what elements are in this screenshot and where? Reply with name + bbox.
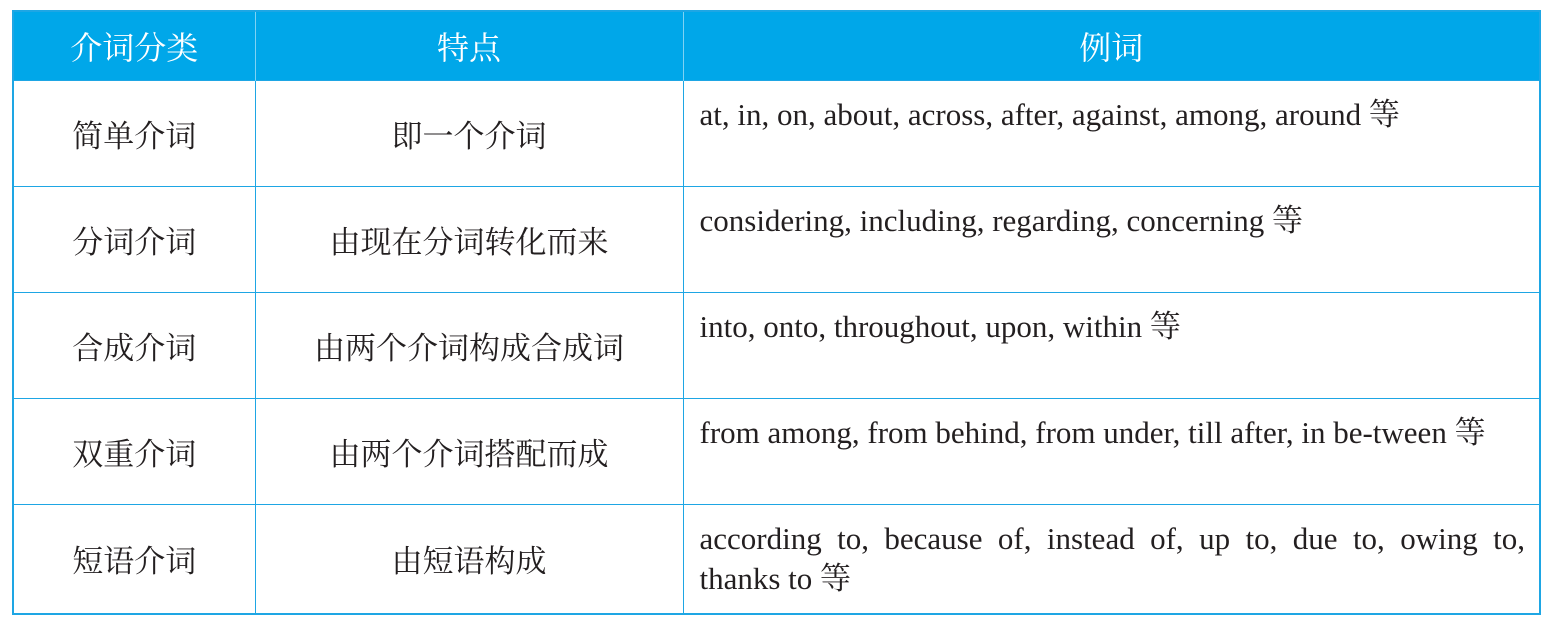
- table-row: [13, 187, 1540, 293]
- feature-cell: 即一个介词: [255, 81, 683, 187]
- header-category: 介词分类: [13, 11, 255, 81]
- examples-cell: from among, from behind, from under, till after, in be-tween 等: [683, 399, 1540, 505]
- table-row: [13, 293, 1540, 399]
- preposition-table: [12, 10, 1541, 615]
- table-row: [13, 81, 1540, 187]
- feature-cell: 由两个介词搭配而成: [255, 399, 683, 505]
- category-cell: 简单介词: [13, 81, 255, 187]
- table-header: [13, 11, 1540, 81]
- header-examples: 例词: [683, 11, 1540, 81]
- header-row: [13, 11, 1540, 81]
- table-body: [13, 81, 1540, 614]
- feature-cell: 由现在分词转化而来: [255, 187, 683, 293]
- examples-cell: considering, including, regarding, concerning 等: [683, 187, 1540, 293]
- header-feature: 特点: [255, 11, 683, 81]
- feature-cell: 由两个介词构成合成词: [255, 293, 683, 399]
- category-cell: 短语介词: [13, 505, 255, 614]
- category-cell: 分词介词: [13, 187, 255, 293]
- category-cell: 合成介词: [13, 293, 255, 399]
- table-row: [13, 505, 1540, 614]
- table-row: [13, 399, 1540, 505]
- feature-cell: 由短语构成: [255, 505, 683, 614]
- examples-cell: into, onto, throughout, upon, within 等: [683, 293, 1540, 399]
- examples-cell: according to, because of, instead of, up to, due to, owing to, thanks to 等: [683, 505, 1540, 614]
- examples-cell: at, in, on, about, across, after, against, among, around 等: [683, 81, 1540, 187]
- category-cell: 双重介词: [13, 399, 255, 505]
